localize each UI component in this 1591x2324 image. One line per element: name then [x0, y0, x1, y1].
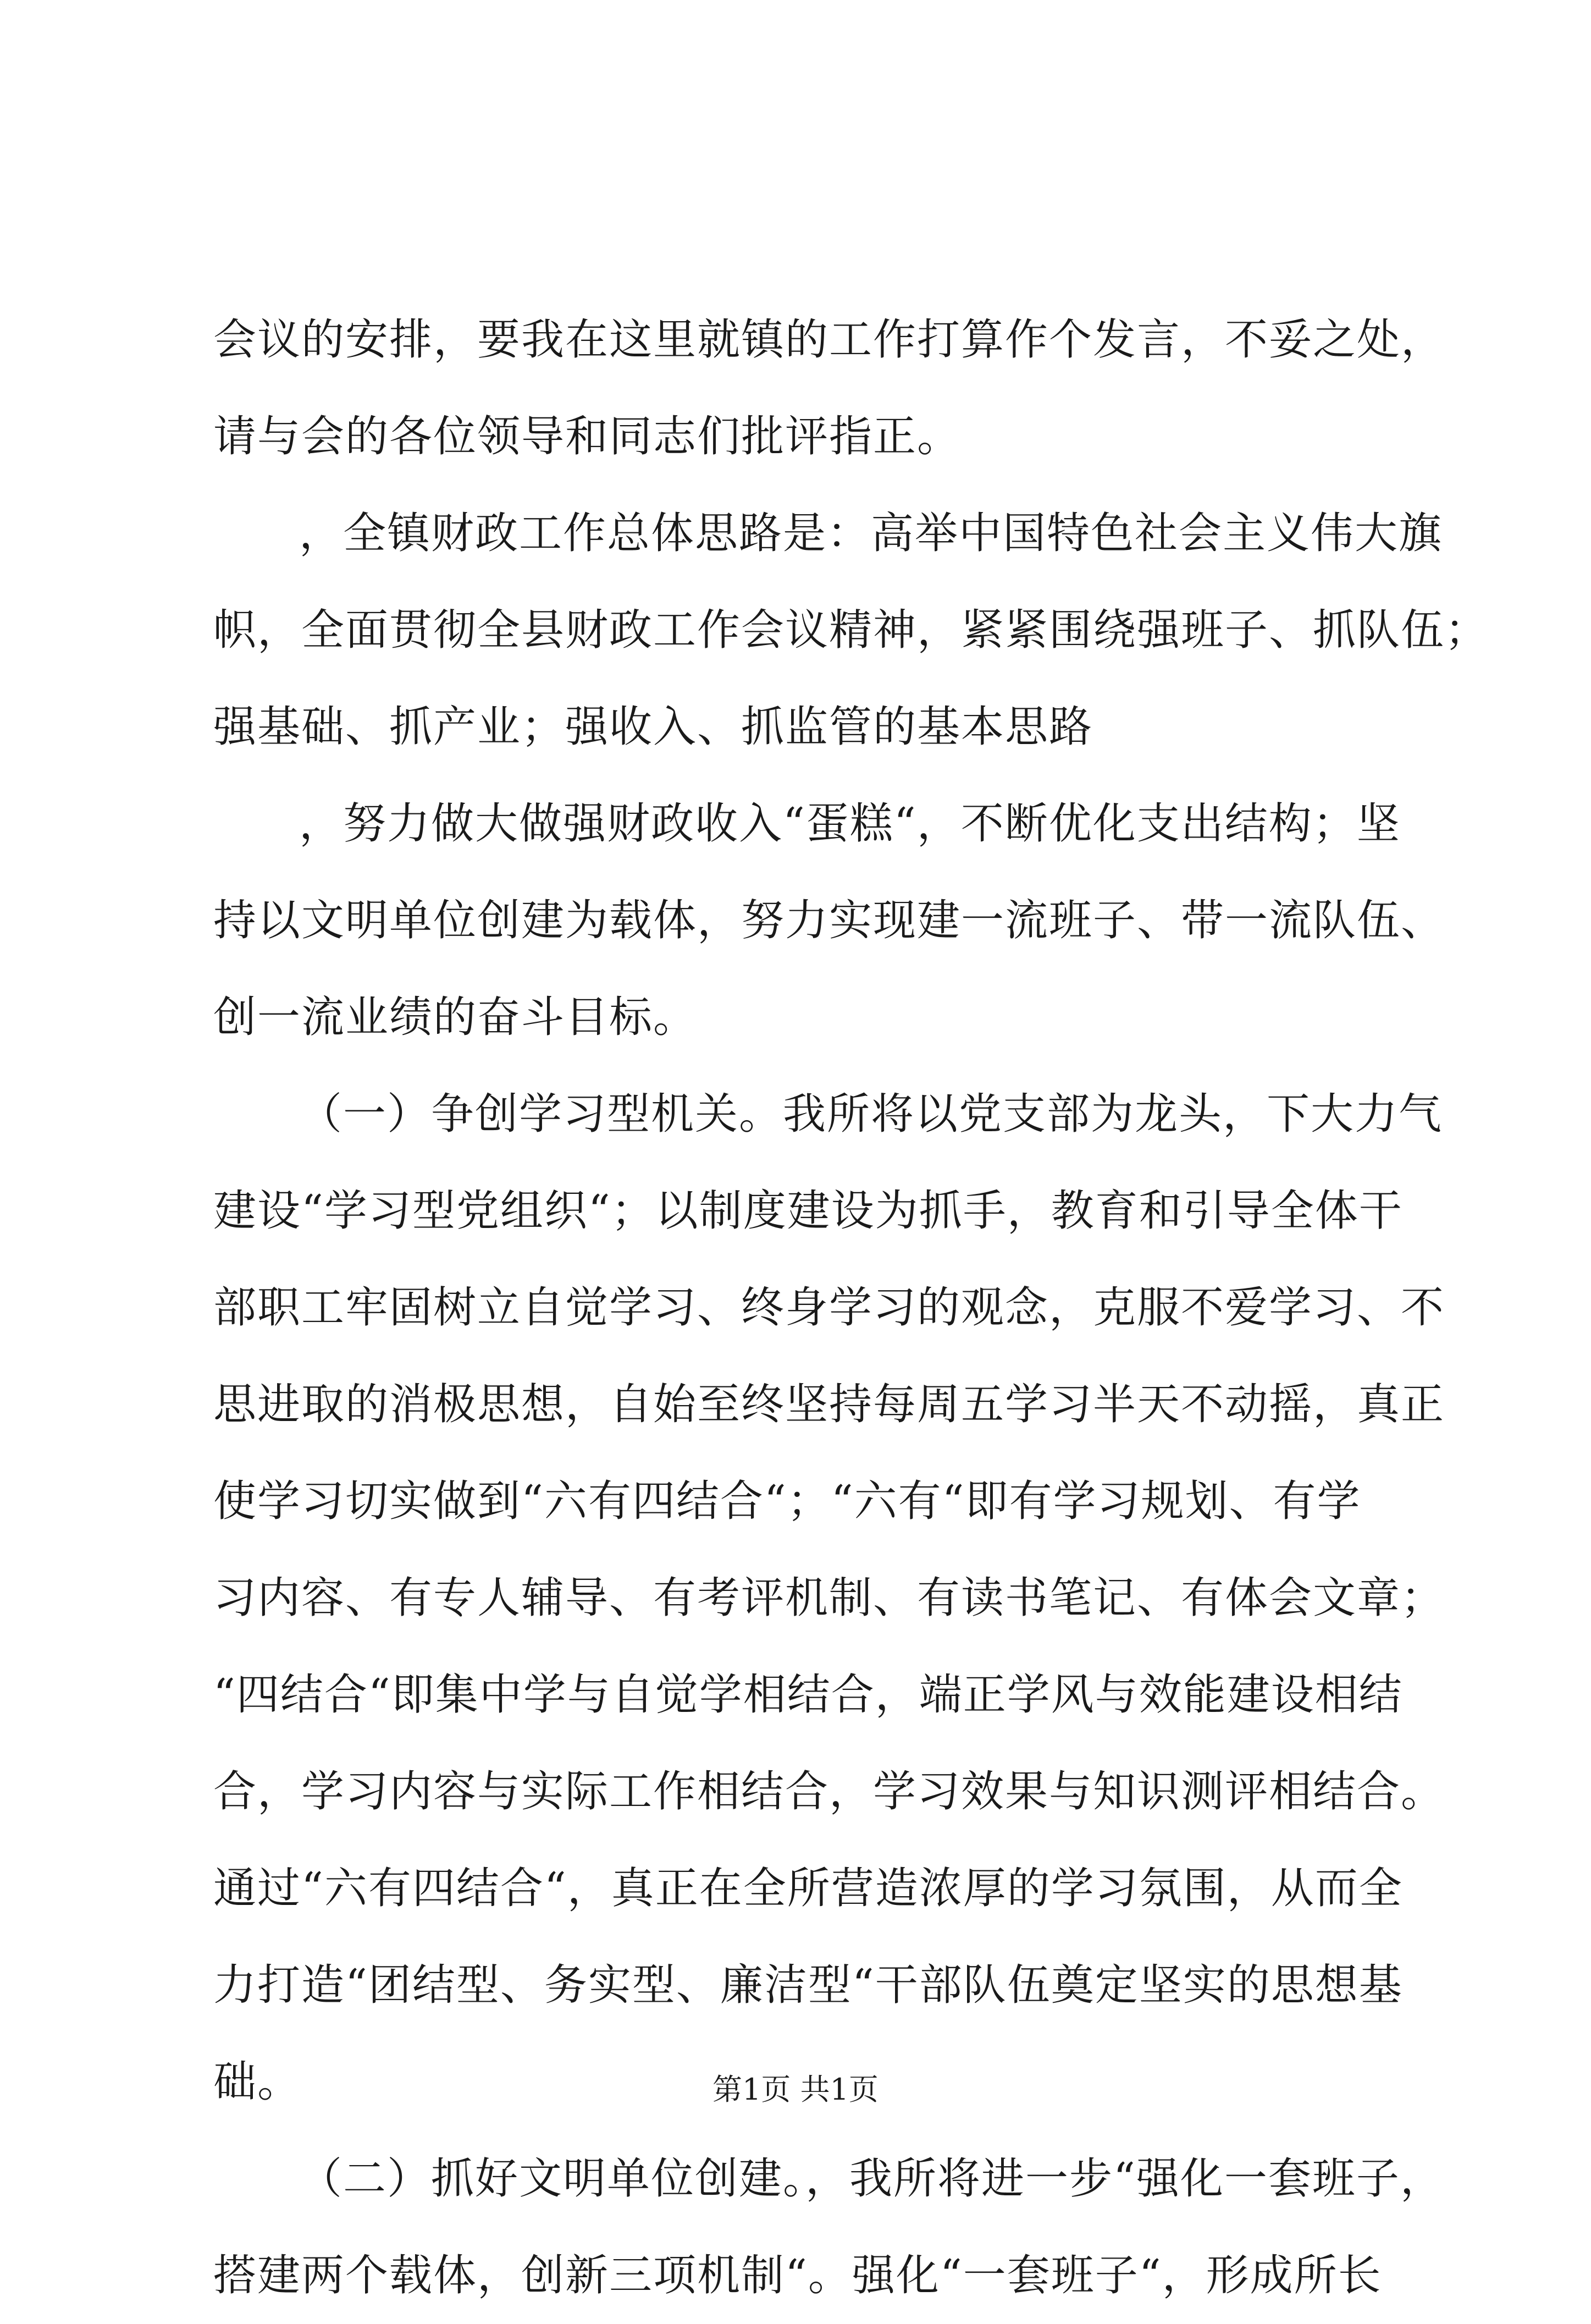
text-line: 创一流业绩的奋斗目标。	[213, 993, 698, 1042]
text-line: 习内容、有专人辅导、有考评机制、有读书笔记、有体会文章；	[213, 1573, 1445, 1623]
text-line: 部职工牢固树立自觉学习、终身学习的观念，克服不爱学习、不	[213, 1283, 1445, 1332]
text-line: 础。	[213, 2057, 302, 2107]
text-line: 合，学习内容与实际工作相结合，学习效果与知识测评相结合。	[213, 1767, 1445, 1816]
text-line: “四结合“即集中学与自觉学相结合，端正学风与效能建设相结	[213, 1670, 1403, 1720]
text-line: 强基础、抓产业；强收入、抓监管的基本思路	[213, 702, 1093, 752]
text-line: 持以文明单位创建为载体，努力实现建一流班子、带一流队伍、	[213, 896, 1445, 945]
text-line: 通过“六有四结合“，真正在全所营造浓厚的学习氛围，从而全	[213, 1864, 1403, 1913]
text-line: 请与会的各位领导和同志们批评指正。	[213, 412, 962, 461]
text-line: 搭建两个载体，创新三项机制“。强化“一套班子“，形成所长	[213, 2251, 1382, 2300]
paragraph-start: ，全镇财政工作总体思路是：高举中国特色社会主义伟大旗	[299, 509, 1443, 558]
text-line: 力打造“团结型、务实型、廉洁型“干部队伍奠定坚实的思想基	[213, 1960, 1403, 2010]
paragraph-start: （二）抓好文明单位创建。，我所将进一步“强化一套班子，	[299, 2154, 1444, 2204]
text-line: 使学习切实做到“六有四结合“；“六有“即有学习规划、有学	[213, 1477, 1361, 1526]
text-line: 帜，全面贯彻全县财政工作会议精神，紧紧围绕强班子、抓队伍；	[213, 605, 1489, 655]
text-line: 建设“学习型党组织“；以制度建设为抓手，教育和引导全体干	[213, 1186, 1403, 1236]
text-line: 会议的安排，要我在这里就镇的工作打算作个发言，不妥之处，	[213, 315, 1445, 365]
text-line: 思进取的消极思想，自始至终坚持每周五学习半天不动摇，真正	[213, 1380, 1445, 1429]
page-footer: 第1页 共1页	[712, 2072, 879, 2107]
paragraph-start: （一）争创学习型机关。我所将以党支部为龙头，下大力气	[299, 1089, 1443, 1139]
document-body	[213, 291, 1489, 2324]
paragraph-start: ，努力做大做强财政收入“蛋糕“，不断优化支出结构；坚	[299, 799, 1401, 849]
